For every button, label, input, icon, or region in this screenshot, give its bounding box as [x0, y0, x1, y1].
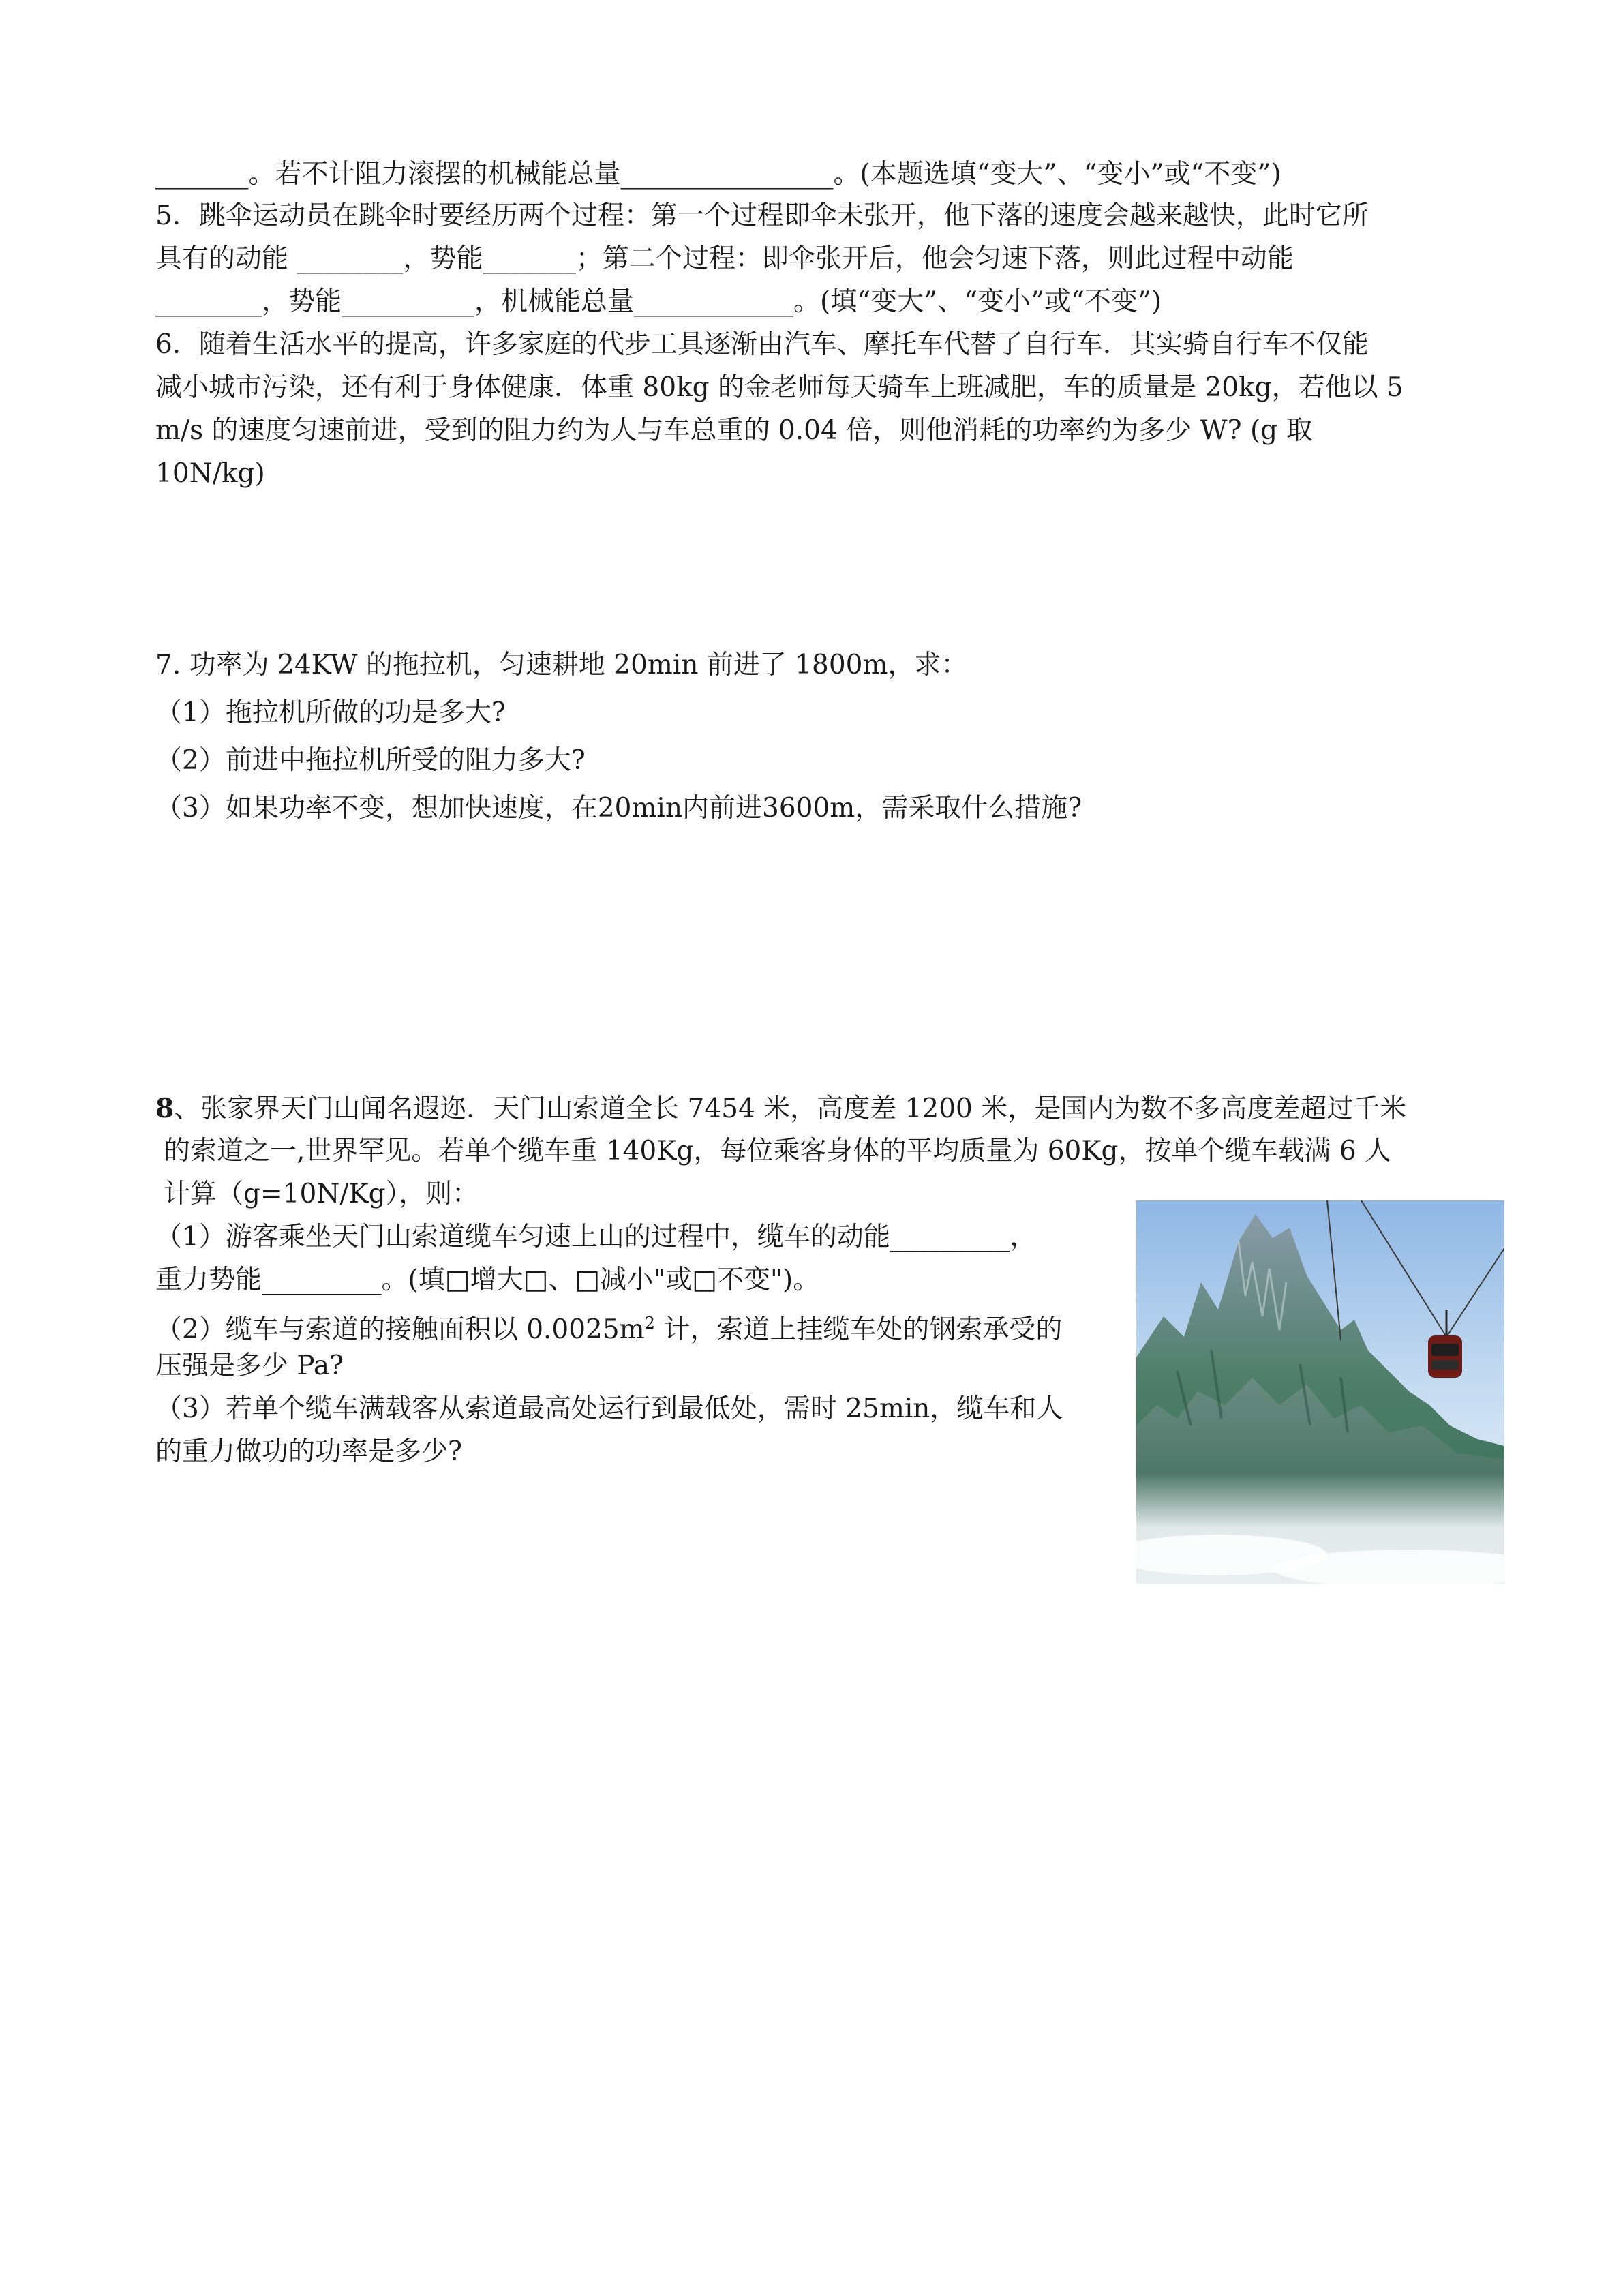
q6-line-3: m/s 的速度匀速前进，受到的阻力约为人与车总重的 0.04 倍，则他消耗的功率约为多少 W? (g 取 [155, 415, 1313, 446]
q8-sub-2-line-2: 压强是多少 Pa? [155, 1350, 344, 1381]
q8-sub-1-line-1: （1）游客乘坐天门山索道缆车匀速上山的过程中，缆车的动能_________， [155, 1222, 1037, 1252]
q5-line-2: 具有的动能 ________，势能_______；第二个过程：即伞张开后，他会匀速下落，则此过程中动能 [155, 243, 1294, 274]
q8-line-2: 的索道之一,世界罕见。若单个缆车重 140Kg，每位乘客身体的平均质量为 60Kg，按单个缆车载满 6 人 [164, 1136, 1392, 1166]
q8-sub-2-text-a: （2）缆车与索道的接触面积以 0.0025m [155, 1314, 645, 1345]
q8-sub-3-line-1: （3）若单个缆车满载客从索道最高处运行到最低处，需时 25min，缆车和人 [155, 1393, 1063, 1424]
q8-number: 8 [155, 1093, 175, 1124]
q7-sub-2: （2）前进中拖拉机所受的阻力多大? [155, 745, 586, 776]
q6-line-1: 6．随着生活水平的提高，许多家庭的代步工具逐渐由汽车、摩托车代替了自行车．其实骑自行车不仅能 [155, 329, 1369, 360]
superscript-2: 2 [644, 1314, 655, 1333]
q8-sub-1-line-2: 重力势能_________。(填□增大□、□减小"或□不变")。 [155, 1265, 820, 1295]
tianmen-cable-car-photo [1136, 1200, 1504, 1584]
q8-sub-3-line-2: 的重力做功的功率是多少? [155, 1436, 462, 1467]
q6-line-2: 减小城市污染，还有利于身体健康．体重 80kg 的金老师每天骑车上班减肥，车的质量是 20kg，若他以 5 [155, 372, 1404, 403]
q5-line-1: 5．跳伞运动员在跳伞时要经历两个过程：第一个过程即伞未张开，他下落的速度会越来越快，此时它所 [155, 200, 1369, 231]
q8-line-1-text: 、张家界天门山闻名遐迩．天门山索道全长 7454 米，高度差 1200 米，是国内为数不多高度差超过千米 [174, 1093, 1407, 1124]
q7-stem: 7. 功率为 24KW 的拖拉机，匀速耕地 20min 前进了 1800m，求： [155, 650, 968, 680]
q8-line-3: 计算（g=10N/Kg），则： [164, 1179, 479, 1209]
q8-line-1 [155, 1092, 1406, 1126]
q7-sub-1: （1）拖拉机所做的功是多大? [155, 697, 506, 728]
q4-tail-line: _______。若不计阻力滚摆的机械能总量________________。(本题选填“变大”、“变小”或“不变”) [155, 159, 1281, 190]
q6-line-4: 10N/kg) [155, 458, 265, 489]
q8-sub-2-line-1 [155, 1307, 1062, 1346]
q7-sub-3: （3）如果功率不变，想加快速度，在20min内前进3600m，需采取什么措施? [155, 793, 1082, 824]
q5-line-3: ________，势能__________，机械能总量____________。(填“变大”、“变小”或“不变”) [155, 286, 1162, 317]
q8-sub-2-text-b: 计，索道上挂缆车处的钢索承受的 [654, 1314, 1063, 1345]
